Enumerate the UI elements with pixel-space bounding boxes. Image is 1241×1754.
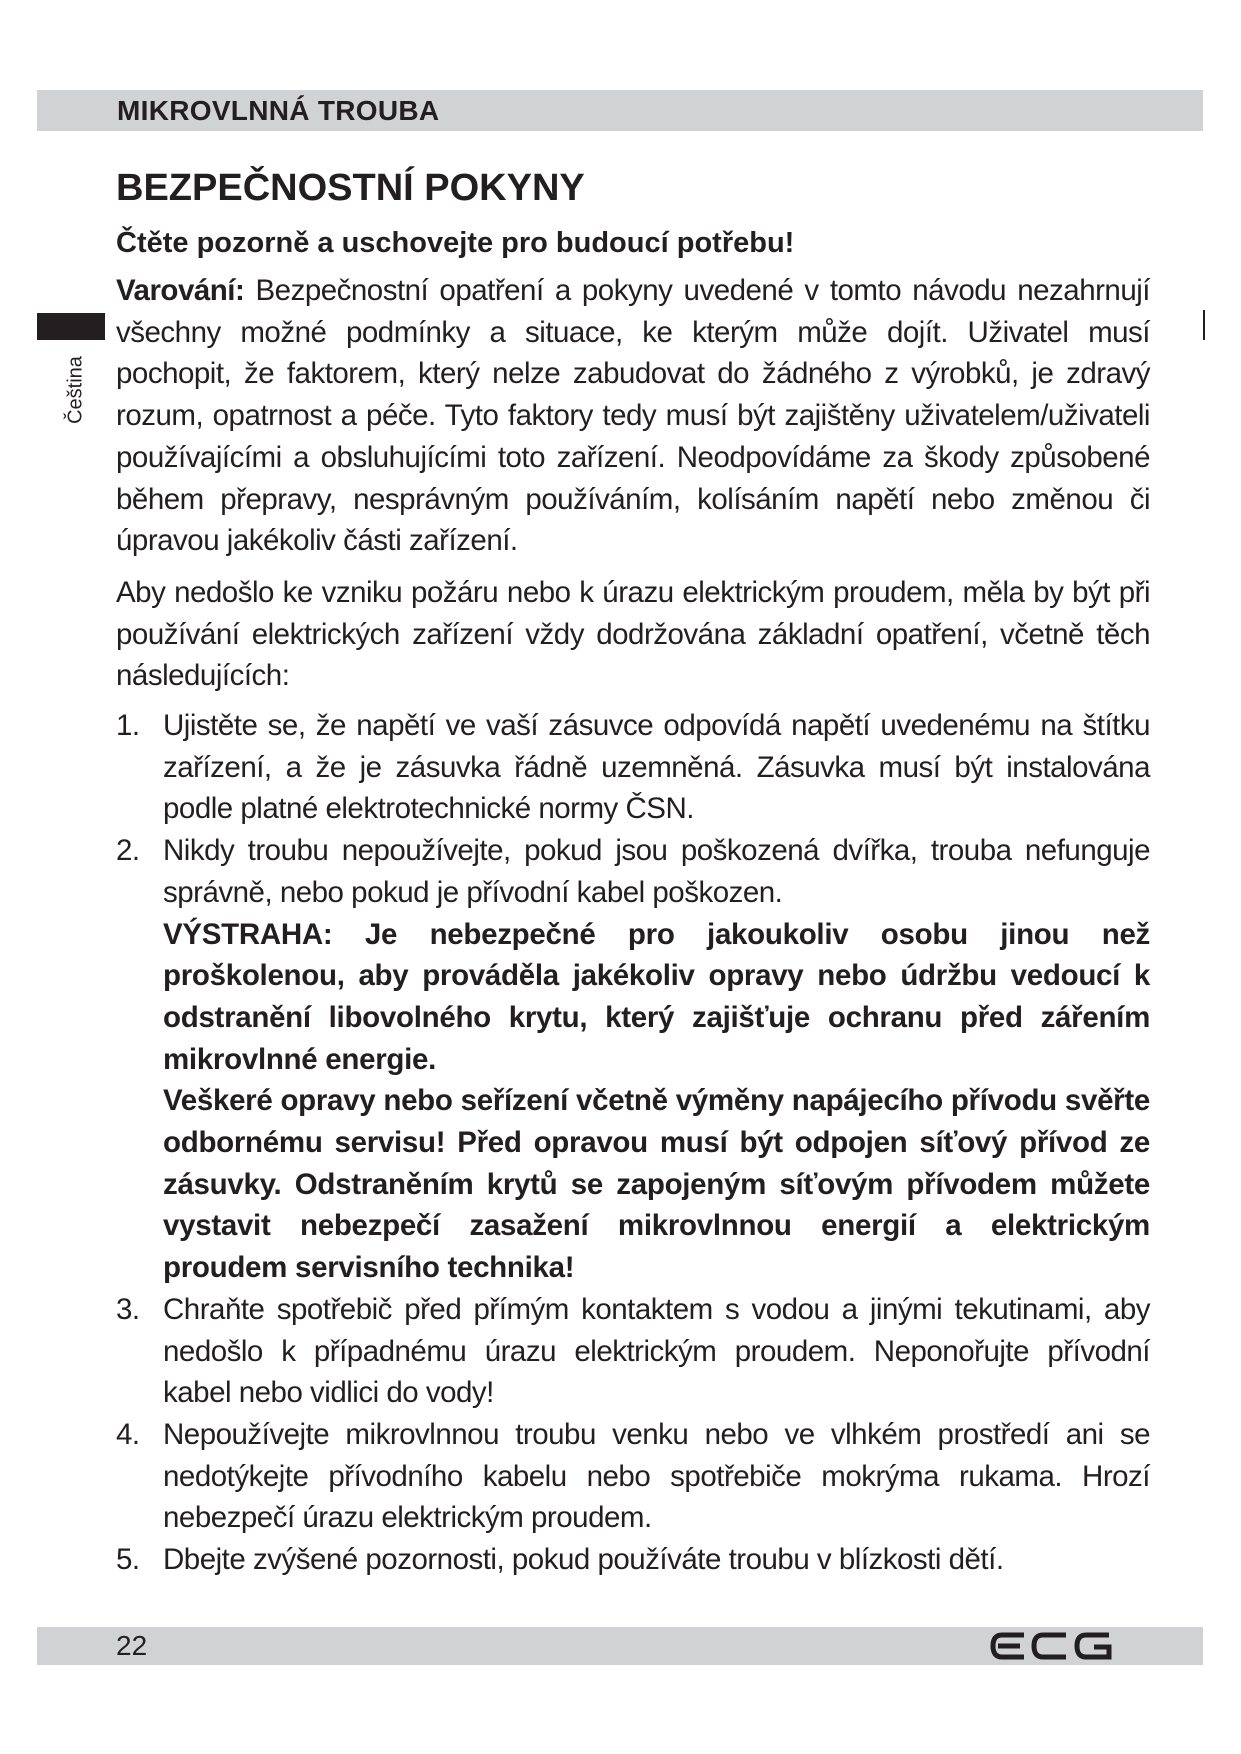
list-item [116,1414,1150,1539]
language-tab-marker [37,313,105,340]
page-number: 22 [116,1630,148,1661]
item-number: 2. [116,834,140,868]
list-item [116,705,1150,830]
list-item [116,830,1150,1289]
item-text: Ujistěte se, že napětí ve vaší zásuvce odpovídá napětí uvedenému na štítku zařízení, a že je zásuvka řádně uzemněná. Zásuvka musí být instalována podle platné elektrotechnické normy ČSN. [163,709,1150,826]
warning-text: Bezpečnostní opatření a pokyny uvedené v tomto návodu nezahrnují všechny možné podmínky a situace, ke kterým může dojít. Uživatel musí pochopit, že faktorem, který nelze zabudovat do žádného z výrobků, je zdravý rozum, opatrnost a péče. Tyto faktory tedy musí být zajištěny uživatelem/uživateli používajícími a obsluhujícími toto zařízení. Neodpovídáme za škody způsobené během přepravy, nesprávným používáním, kolísáním napětí nebo změnou či úpravou jakékoliv části zařízení. [116,274,1150,558]
item-text: Nikdy troubu nepoužívejte, pokud jsou poškozená dvířka, trouba nefunguje správně, nebo pokud je přívodní kabel poškozen. [163,834,1150,909]
language-label: Čeština [64,356,87,424]
item-number: 4. [116,1417,140,1451]
service-warning: Veškeré opravy nebo seřízení včetně výměny napájecího přívodu svěřte odbornému servisu! Před opravou musí být odpojen síťový přívod ze zásuvky. Odstraněním krytů se zapojeným síťovým přívodem můžete vystavit nebezpečí zasažení mikrovlnnou energií a elektrickým proudem servisního technika! [163,1084,1150,1285]
item-number: 5. [116,1543,140,1577]
warning-label: Varování: [116,274,245,307]
safety-list [116,705,1150,1581]
item-text: Chraňte spotřebič před přímým kontaktem s vodou a jinými tekutinami, aby nedošlo k případnému úrazu elektrickým proudem. Neponořujte přívodní kabel nebo vidlici do vody! [163,1292,1150,1410]
item-text: Nepoužívejte mikrovlnnou troubu venku nebo ve vlhkém prostředí ani se nedotýkejte přívodního kabelu nebo spotřebiče mokrýma rukama. Hrozí nebezpečí úrazu elektrickým proudem. [163,1417,1150,1535]
main-content [116,160,1150,1581]
page-subtitle: Čtěte pozorně a uschovejte pro budoucí potřebu! [116,227,795,259]
header-bar [37,90,1203,131]
ecg-logo [990,1632,1113,1660]
footer-bar [37,1627,1203,1665]
intro-paragraph: Aby nedošlo ke vzniku požáru nebo k úrazu elektrickým proudem, měla by být při používání elektrických zařízení vždy dodržována základní opatření, včetně těch následujících: [116,575,1150,693]
danger-warning: VÝSTRAHA: Je nebezpečné pro jakoukoliv osobu jinou než proškolenou, aby prováděla jakékoliv opravy nebo údržbu vedoucí k odstranění libovolného krytu, který zajišťuje ochranu před zářením mikrovlnné energie. [163,917,1150,1076]
item-text: Dbejte zvýšené pozornosti, pokud používáte troubu v blízkosti dětí. [163,1543,1004,1577]
page-title: BEZPEČNOSTNÍ POKYNY [116,167,585,209]
header-title: MIKROVLNNÁ TROUBA [117,95,440,126]
margin-mark [1203,310,1205,340]
item-number: 3. [116,1292,140,1326]
list-item [116,1289,1150,1414]
list-item [116,1539,1150,1581]
item-number: 1. [116,709,140,743]
warning-paragraph [116,270,1150,562]
